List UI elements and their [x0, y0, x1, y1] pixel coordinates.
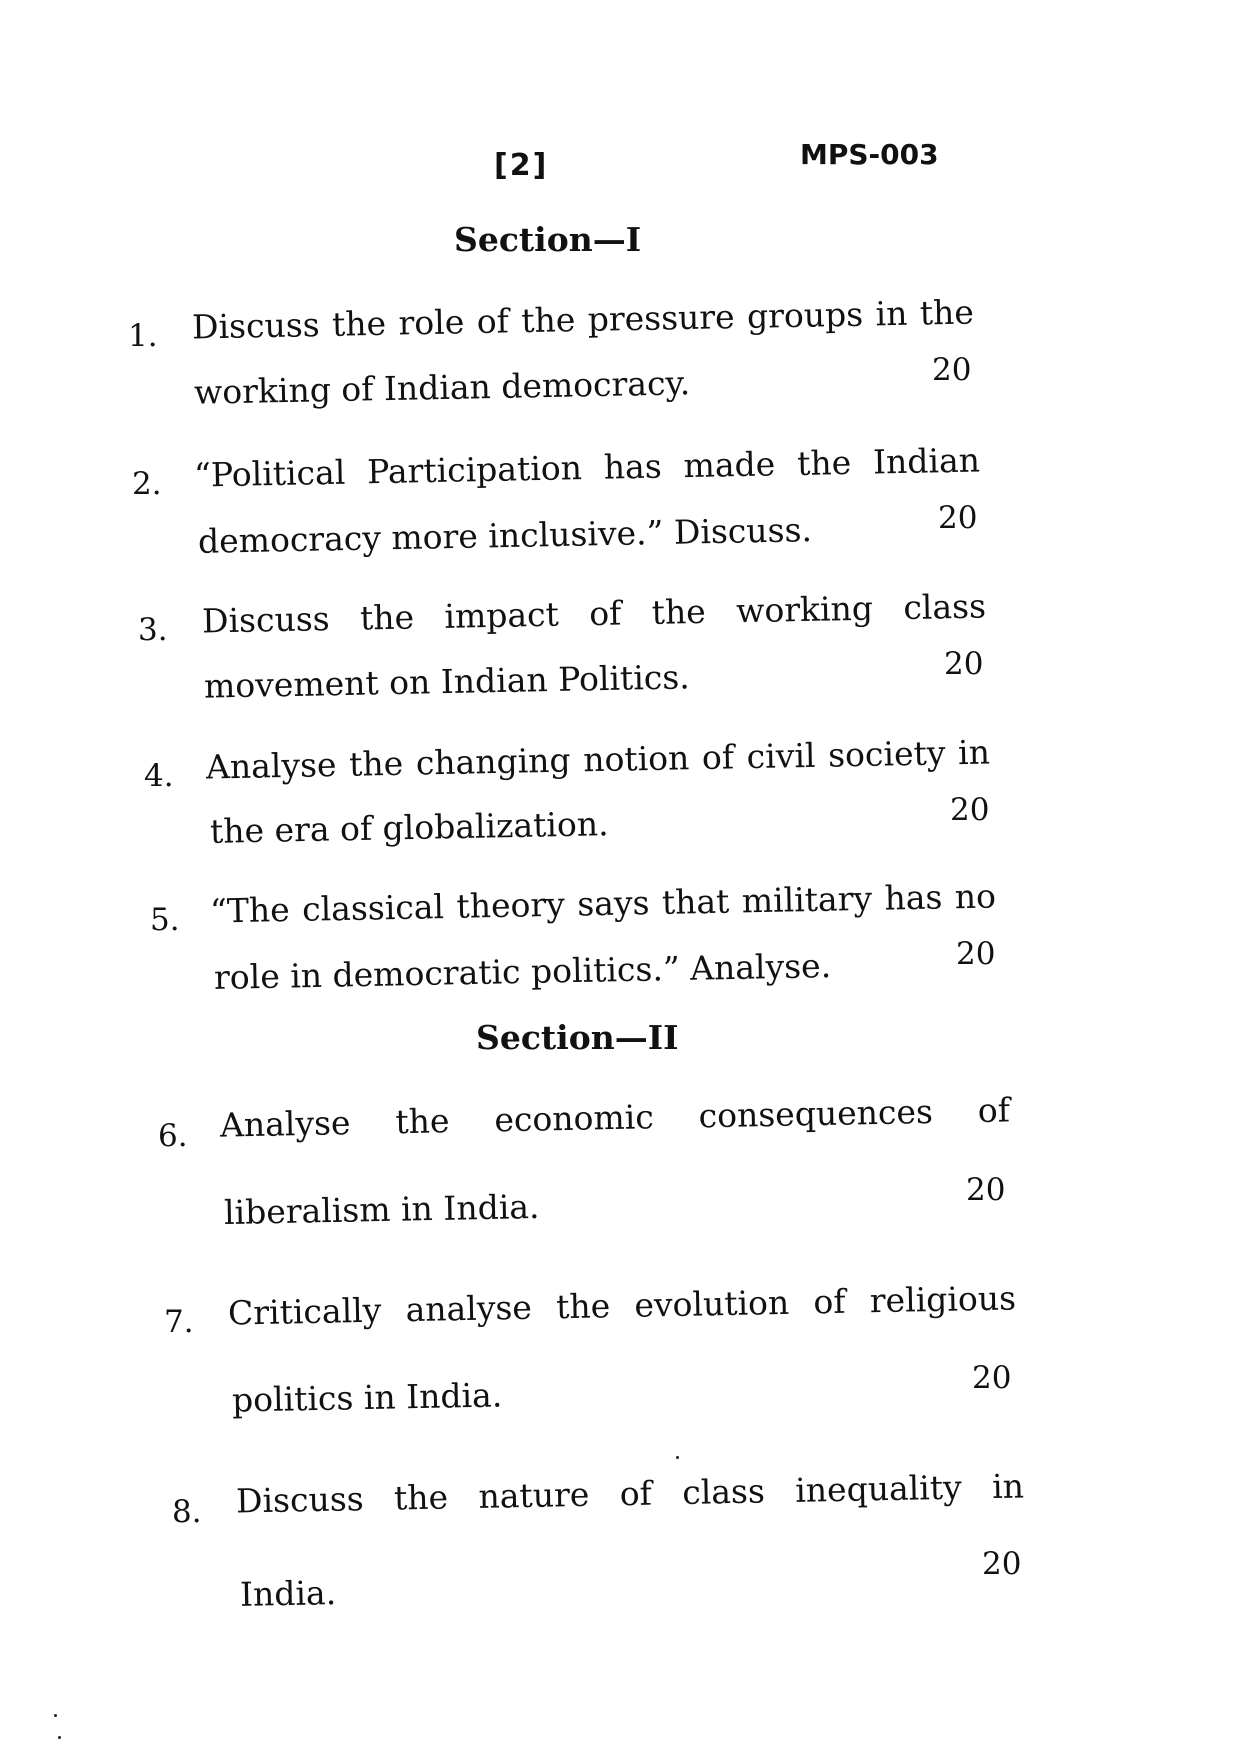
section-title: Section—I	[454, 220, 642, 259]
question-marks: 20	[956, 936, 996, 972]
question-text-line2: politics in India.	[231, 1375, 503, 1420]
question-text-line1	[220, 1090, 1011, 1144]
question-word: theory	[456, 884, 566, 926]
question-word: classical	[301, 887, 445, 929]
question-word: class	[681, 1471, 766, 1512]
question-text-line1	[202, 586, 987, 640]
question-number: 8.	[172, 1494, 202, 1530]
question-marks: 20	[972, 1360, 1012, 1396]
question-word: notion	[582, 738, 690, 780]
question-marks: 20	[966, 1172, 1006, 1208]
question-word: civil	[746, 735, 816, 777]
question-number: 2.	[132, 466, 162, 502]
question-text-line2: movement on Indian Politics.	[203, 657, 691, 706]
question-word: in	[875, 293, 908, 334]
question-number: 7.	[164, 1304, 194, 1340]
scan-speck	[54, 1714, 57, 1717]
question-word: the	[919, 292, 975, 333]
question-word: Participation	[366, 448, 583, 492]
page-number: [2]	[494, 148, 549, 183]
question-word: role	[398, 302, 465, 343]
question-word: Discuss	[235, 1479, 364, 1521]
question-text-line2: liberalism in India.	[223, 1186, 540, 1233]
question-word: in	[957, 732, 991, 773]
paper-code: MPS-003	[800, 138, 939, 171]
question-word: of	[476, 301, 510, 342]
question-word: groups	[746, 294, 864, 336]
question-text-line2: role in democratic politics.” Analyse.	[213, 946, 832, 997]
question-word: no	[954, 876, 997, 917]
question-word: society	[827, 733, 946, 775]
question-word: that	[661, 881, 730, 922]
question-word: economic	[494, 1097, 655, 1140]
question-word: the	[395, 1101, 450, 1142]
question-number: 5.	[150, 902, 180, 938]
question-word: “The	[209, 890, 291, 931]
question-word: nature	[478, 1474, 590, 1516]
question-word: Discuss	[191, 305, 320, 347]
question-word: has	[603, 446, 663, 487]
question-word: the	[520, 300, 576, 341]
scan-speck	[58, 1736, 61, 1739]
question-word: the	[331, 303, 387, 344]
question-word: Analyse	[205, 745, 337, 787]
question-text-line1	[194, 440, 981, 494]
question-text-line1	[206, 732, 991, 786]
question-word: Discuss	[201, 599, 330, 641]
question-word: says	[576, 883, 650, 924]
question-word: pressure	[587, 297, 735, 339]
question-word: of	[813, 1281, 846, 1322]
question-word: of	[619, 1473, 653, 1514]
question-word: military	[741, 878, 873, 921]
question-word: the	[651, 591, 707, 632]
question-number: 3.	[138, 612, 168, 648]
question-marks: 20	[944, 646, 984, 682]
question-number: 4.	[144, 758, 174, 794]
question-word: of	[588, 593, 622, 634]
question-word: changing	[415, 740, 571, 783]
scan-speck	[676, 1456, 679, 1459]
question-word: consequences	[698, 1091, 934, 1136]
question-number: 6.	[158, 1118, 188, 1154]
question-marks: 20	[938, 500, 978, 536]
question-word: the	[359, 597, 415, 638]
question-word: the	[393, 1477, 449, 1518]
question-word: Analyse	[219, 1103, 351, 1145]
question-marks: 20	[982, 1546, 1022, 1582]
question-text-line2: democracy more inclusive.” Discuss.	[197, 510, 813, 561]
question-word: religious	[869, 1278, 1017, 1321]
question-word: “Political	[193, 452, 346, 495]
question-word: of	[701, 737, 735, 778]
question-text-line1	[236, 1466, 1025, 1520]
section-title: Section—II	[476, 1018, 679, 1057]
question-word: working	[735, 588, 874, 631]
question-word: analyse	[405, 1287, 533, 1330]
question-word: inequality	[794, 1467, 963, 1510]
question-word: in	[991, 1466, 1025, 1507]
question-text-line2: the era of globalization.	[209, 804, 609, 851]
question-word: the	[555, 1286, 611, 1327]
question-marks: 20	[950, 792, 990, 828]
question-word: has	[884, 877, 943, 918]
question-word: Critically	[227, 1290, 382, 1333]
question-text-line2: working of Indian democracy.	[193, 363, 691, 412]
question-word: class	[902, 586, 987, 628]
question-text-line2: India.	[239, 1573, 337, 1614]
question-number: 1.	[128, 318, 158, 354]
question-word: the	[348, 743, 404, 784]
question-word: of	[977, 1090, 1011, 1131]
question-word: impact	[444, 594, 560, 636]
question-text-line1	[210, 876, 997, 930]
question-word: evolution	[634, 1282, 790, 1325]
question-word: made	[683, 444, 776, 486]
question-word: Indian	[872, 440, 981, 482]
question-text-line1	[228, 1278, 1017, 1332]
question-text-line1	[192, 292, 975, 346]
question-word: the	[796, 442, 852, 483]
question-marks: 20	[932, 352, 972, 388]
